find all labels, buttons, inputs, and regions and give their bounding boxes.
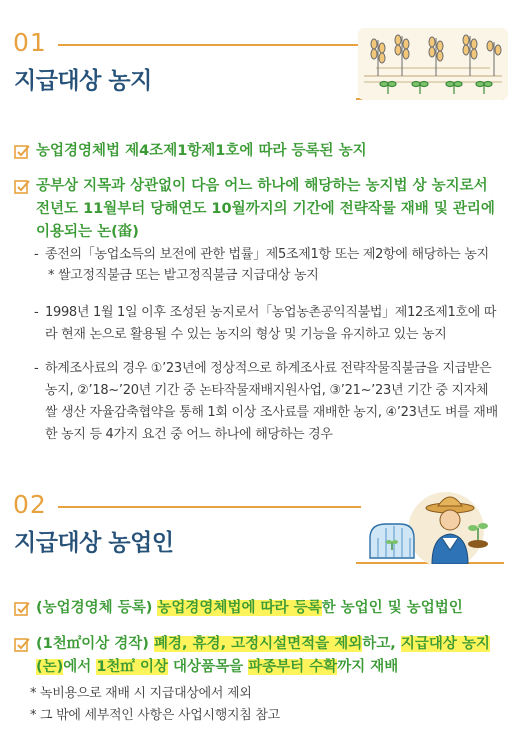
checkbox-icon [14,179,30,195]
section2-item-1-prefix: (농업경영체 등록) [36,600,158,616]
section1-sub-item-3-text: 하계조사료의 경우 ①’23년에 정상적으로 하계조사료 전략작물직불금을 지급받은 농지, ②’18~’20년 기간 중 논타작물재배지원사업, ③’21~’23년 기간 중 지자체 쌀 생산 자율감축협약을 통해 1회 이상 조사료를 재배한 농지, ④’23년도 벼를 재배한 농지 등 4가지 요건 중 어느 하나에 해당하는 경우 [45,361,498,442]
farmer-icon [366,488,506,564]
section1-title: 지급대상 농지 [14,68,152,94]
checkbox-icon [14,637,30,653]
section1-number: 01 [13,28,47,57]
section2-note-1: * 녹비용으로 재배 시 지급대상에서 제외 [30,686,252,701]
section1-sub-item-2 [34,302,504,346]
section2-item-2-part2: 하고, [362,636,401,652]
dash-bullet: - [34,305,39,320]
section1-item-2 [14,175,504,244]
section2-item-2-part4: 대상품목을 [168,659,249,675]
section1-divider [58,44,361,46]
section2-item-2-highlight1: 폐경, 휴경, 고정시설면적을 제외 [153,636,363,652]
section1-sub-item-2-text: 1998년 1월 1일 이후 조성된 농지로서「농업농촌공익직불법」제12조제1호에 따라 현재 논으로 활용될 수 있는 농지의 형상 및 기능을 유지하고 있는 농지 [45,305,497,342]
section2-item-2-part3: 에서 [63,659,97,675]
section2-title: 지급대상 농업인 [14,530,174,556]
section2-item-2-highlight2: 지급대상 농지(논) [36,636,490,675]
section2-item-2-part1: (1천㎡이상 경작) [36,636,154,652]
section1-sub-item-1 [34,244,504,266]
section2-item-2-highlight3: 1천㎡ 이상 [96,659,168,675]
greenhouse-icon [370,524,414,558]
section2-number: 02 [13,490,47,519]
section2-item-2-highlight4: 파종부터 수확 [248,659,338,675]
section2-item-1-highlight: 농업경영체법에 따라 등록 [157,600,322,616]
section2-note-2: * 그 밖에 세부적인 사항은 사업시행지침 참고 [30,708,280,723]
section1-item-2-text: 공부상 지목과 상관없이 다음 어느 하나에 해당하는 농지법 상 농지로서 전년도 11월부터 당해연도 10월까지의 기간에 전략작물 재배 및 관리에 이용되는 논(畓) [36,178,495,240]
section1-item-1-text: 농업경영체법 제4조제1항제1호에 따라 등록된 농지 [36,143,367,159]
section1-sub-item-3 [34,358,504,446]
checkbox-icon [14,601,30,617]
dash-bullet: - [34,361,39,376]
dash-bullet: - [34,247,39,262]
section1-item-1 [14,140,504,163]
section2-item-1 [14,597,504,620]
checkbox-icon [14,144,30,160]
rice-plant-icon [358,28,508,100]
section2-divider [58,506,361,508]
section1-sub-item-1-note: * 쌀고정직불금 또는 밭고정직불금 지급대상 농지 [48,268,319,283]
section1-sub-item-1-text: 종전의「농업소득의 보전에 관한 법률」제5조제1항 또는 제2항에 해당하는 농지 [45,247,489,262]
section2-item-2 [14,633,504,679]
section2-item-1-suffix: 한 농업인 및 농업법인 [321,600,463,616]
section2-item-2-part5: 까지 재배 [337,659,399,675]
